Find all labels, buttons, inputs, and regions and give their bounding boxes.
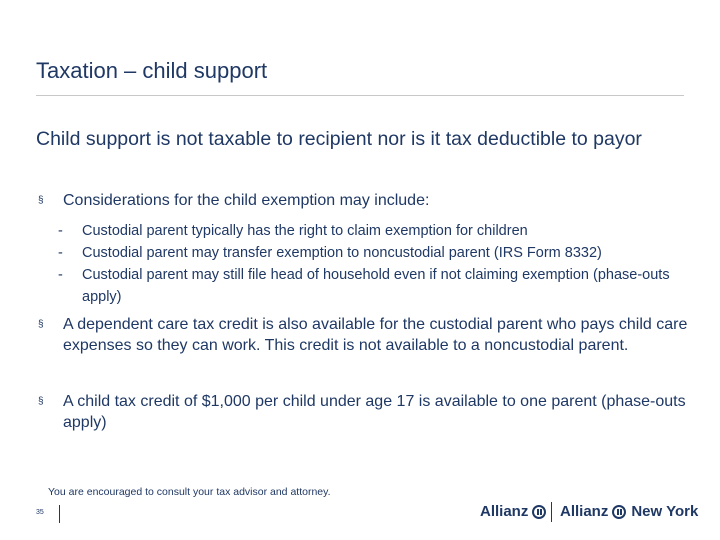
logo-divider	[551, 502, 552, 522]
bullet-marker-icon: §	[38, 195, 44, 206]
bullet-text: A child tax credit of $1,000 per child under age 17 is available to one parent (phase-outs apply)	[63, 393, 686, 431]
logo-wordmark: Allianz	[560, 503, 609, 520]
sub-list-text: Custodial parent may still file head of household even if not claiming exemption (phase-outs apply)	[82, 267, 670, 305]
sub-list-text: Custodial parent may transfer exemption to noncustodial parent (IRS Form 8332)	[82, 245, 602, 261]
sub-list-text: Custodial parent typically has the right to claim exemption for children	[82, 223, 528, 239]
dash-marker: -	[58, 267, 63, 283]
allianz-eagle-icon	[612, 505, 626, 519]
page-number: 35	[36, 509, 44, 516]
slide-title: Taxation – child support	[36, 58, 268, 83]
page-number-divider	[59, 505, 60, 523]
allianz-eagle-icon	[532, 505, 546, 519]
logo-wordmark: Allianz	[480, 503, 529, 520]
dash-marker: -	[58, 223, 63, 239]
allianz-new-york-logo	[560, 503, 698, 521]
bullet-text: Considerations for the child exemption may include:	[63, 192, 430, 209]
lead-statement: Child support is not taxable to recipient nor is it tax deductible to payor	[36, 128, 642, 150]
sub-list-item	[58, 264, 698, 308]
footer-disclaimer: You are encouraged to consult your tax advisor and attorney.	[48, 486, 331, 498]
sub-list	[58, 220, 698, 308]
sub-list-item	[58, 242, 698, 264]
bullet-marker-icon: §	[38, 396, 44, 407]
bullet-marker-icon: §	[38, 319, 44, 330]
bullet-text: A dependent care tax credit is also available for the custodial parent who pays child care expenses so they can work. This credit is not available to a noncustodial parent.	[63, 316, 688, 354]
allianz-logo	[480, 503, 546, 521]
logo-suffix: New York	[631, 503, 699, 520]
dash-marker: -	[58, 245, 63, 261]
sub-list-item	[58, 220, 698, 242]
title-divider	[36, 95, 684, 96]
